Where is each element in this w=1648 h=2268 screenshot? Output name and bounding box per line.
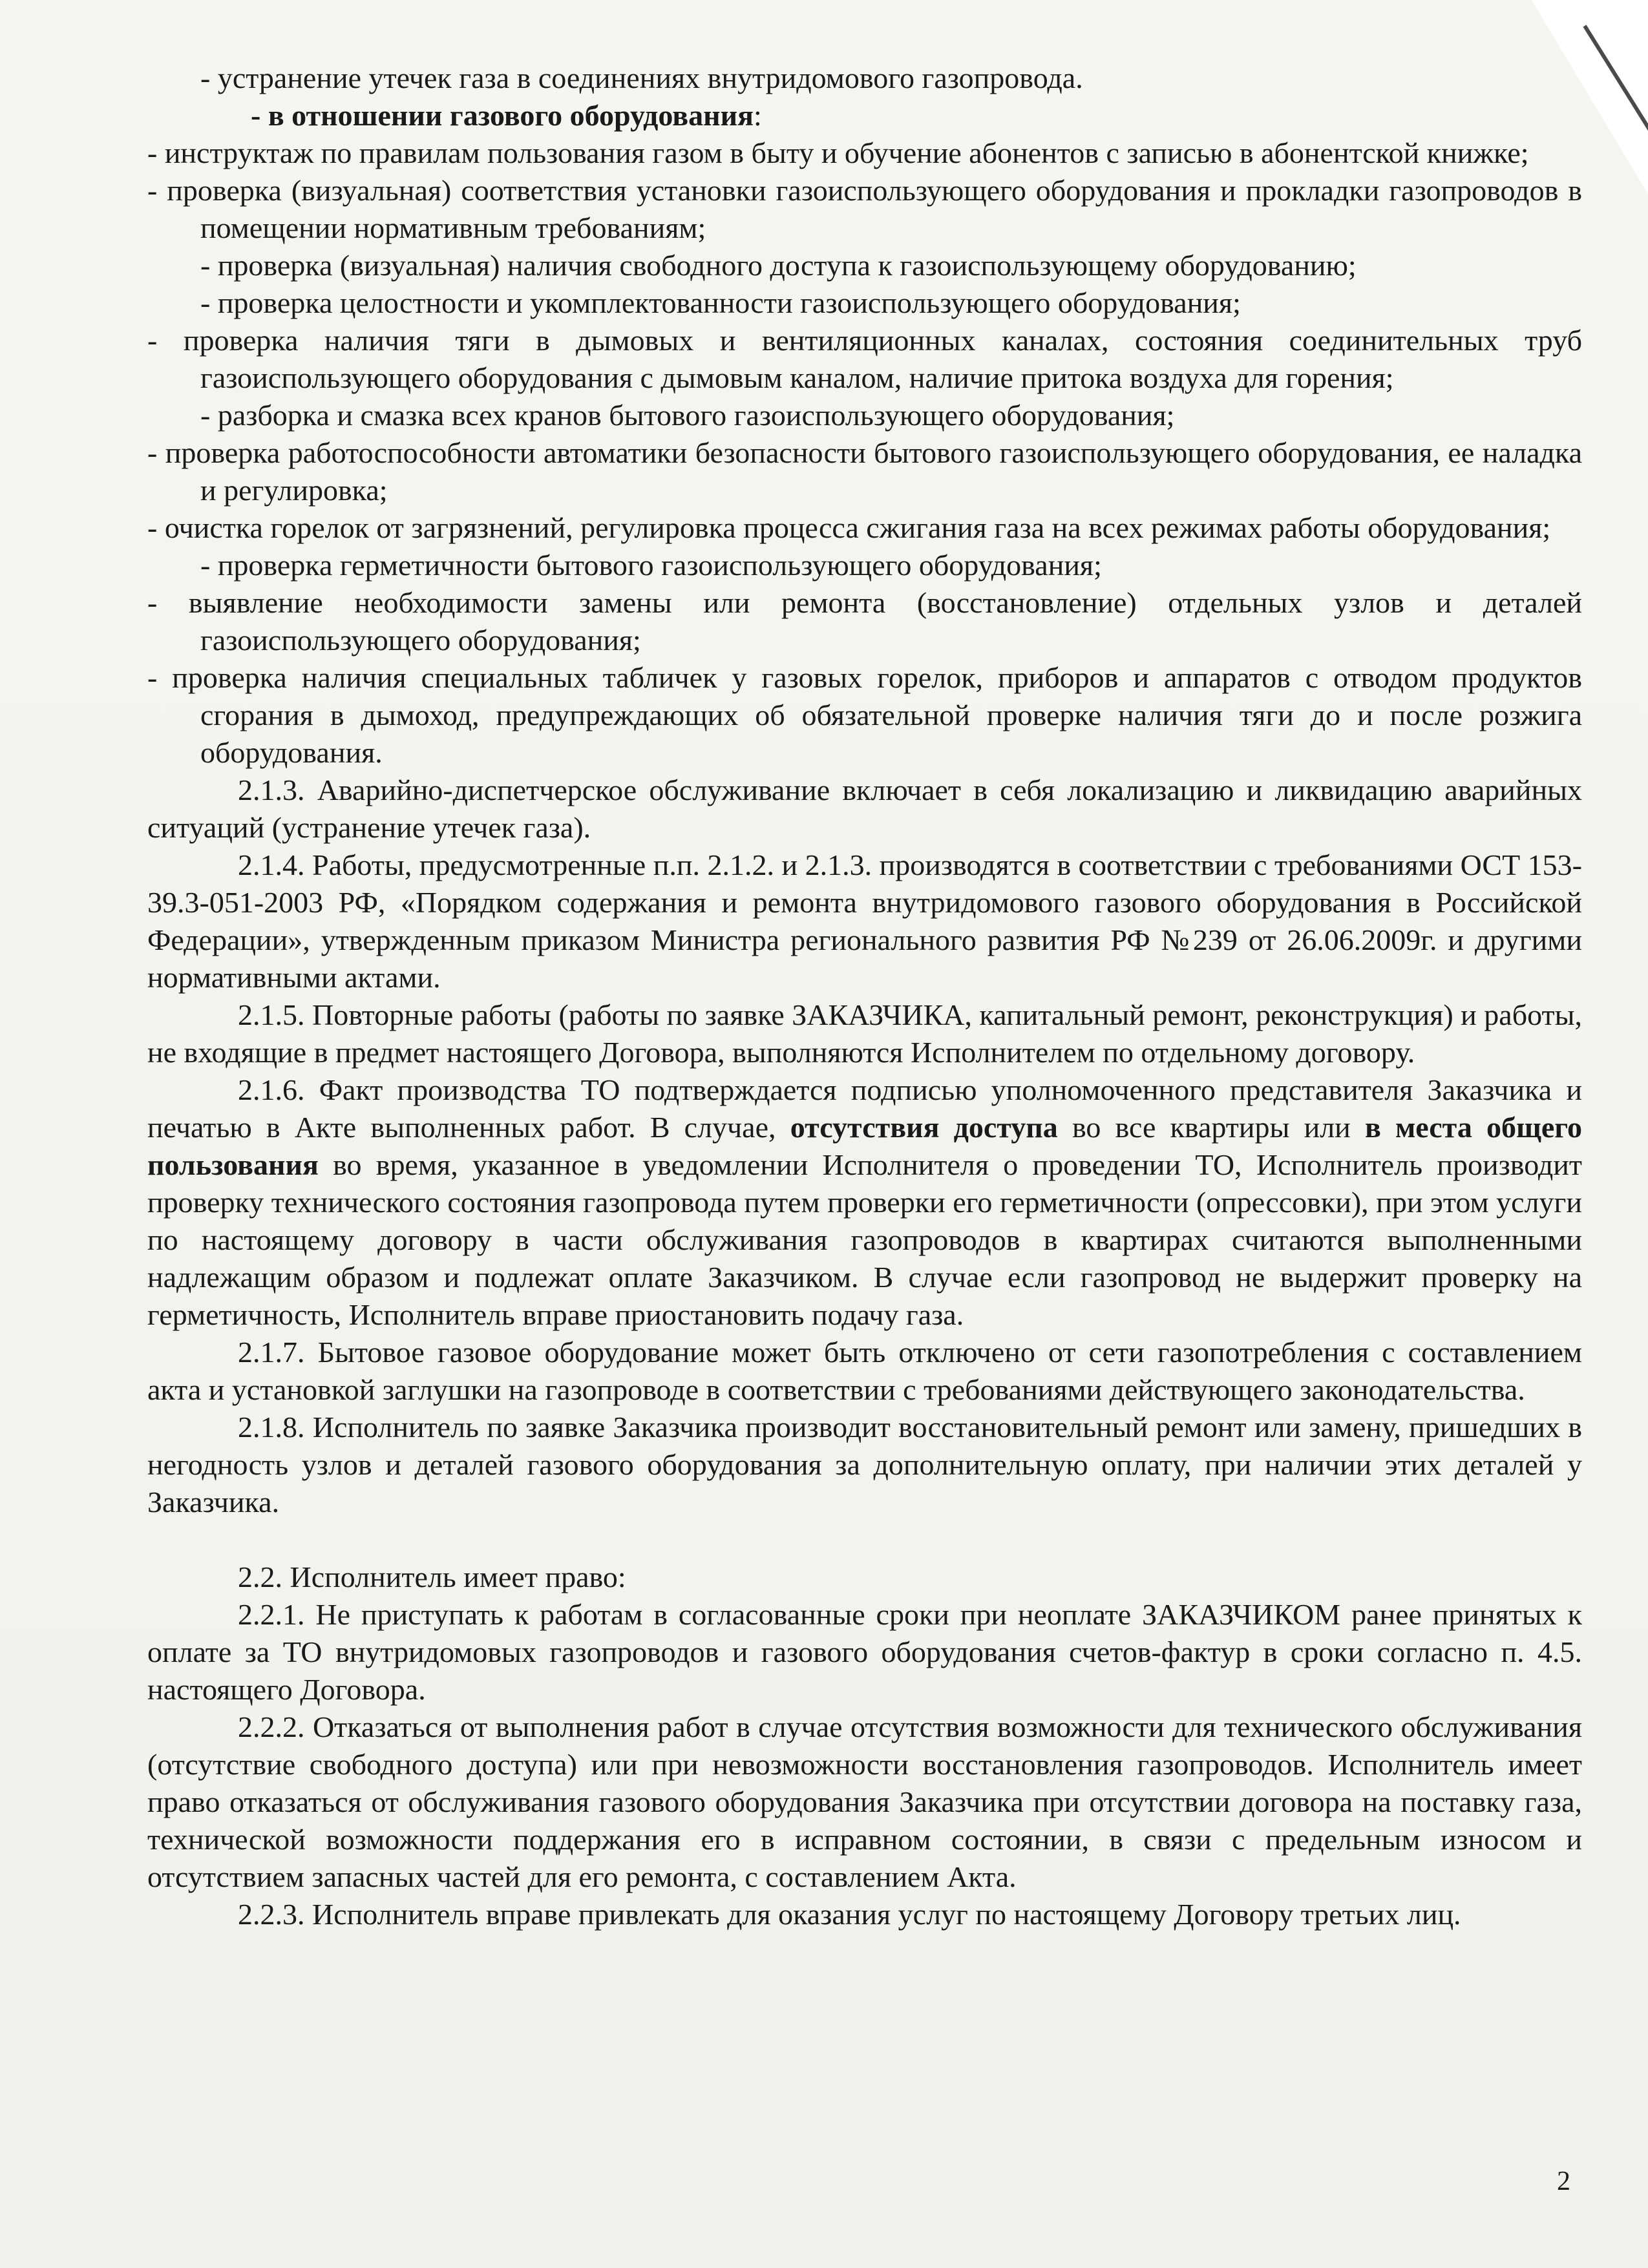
list-item: - проверка (визуальная) наличия свободного доступа к газоиспользующему оборудованию; — [200, 249, 1357, 282]
section-2-2-heading: 2.2. Исполнитель имеет право: — [238, 1560, 626, 1593]
page-number: 2 — [1557, 2167, 1570, 2196]
list-item: - проверка герметичности бытового газоиспользующего оборудования; — [200, 549, 1102, 582]
clause-2-1-5: 2.1.5. Повторные работы (работы по заявке ЗАКАЗЧИКА, капитальный ремонт, реконструкция) и работы, не входящие в предмет настоящего Договора, выполняются Исполнителем по отдельному договору. — [147, 998, 1582, 1069]
clause-text: во все квартиры или — [1057, 1111, 1365, 1144]
clause-2-2-2: 2.2.2. Отказаться от выполнения работ в случае отсутствия возможности для технического обслуживания (отсутствие свободного доступа) или при невозможности восстановления газопроводов. Исполнитель имеет право отказаться от обслуживания газового оборудования Заказчика при отсутствии договора на поставку газа, технической возможности поддержания его в исправном состоянии, в связи с предельным износом и отсутствием запасных частей для его ремонта, с составлением Акта. — [147, 1710, 1582, 1893]
clause-2-1-8: 2.1.8. Исполнитель по заявке Заказчика производит восстановительный ремонт или замену, пришедших в негодность узлов и деталей газового оборудования за дополнительную оплату, при наличии этих деталей у Заказчика. — [147, 1411, 1582, 1518]
clause-2-2-1: 2.2.1. Не приступать к работам в согласованные сроки при неоплате ЗАКАЗЧИКОМ ранее принятых к оплате за ТО внутридомовых газопроводов и газового оборудования счетов-фактур в сроки согласно п. 4.5. настоящего Договора. — [147, 1598, 1582, 1706]
list-item: - очистка горелок от загрязнений, регулировка процесса сжигания газа на всех режимах работы оборудования; — [147, 511, 1551, 544]
list-item: - проверка (визуальная) соответствия установки газоиспользующего оборудования и прокладки газопроводов в помещении нормативным требованиям; — [147, 174, 1582, 244]
spacer — [147, 1521, 1582, 1559]
clause-2-1-7: 2.1.7. Бытовое газовое оборудование может быть отключено от сети газопотребления с составлением акта и установкой заглушки на газопроводе в соответствии с требованиями действующего законодательства. — [147, 1336, 1582, 1406]
clause-text: во время, указанное в уведомлении Исполнителя о проведении ТО, Исполнитель производит проверку технического состояния газопровода путем проверки его герметичности (опрессовки), при этом услуги по настоящему договору в части обслуживания газопроводов в квартирах считаются выполненными надлежащим образом и подлежат оплате Заказчиком. В случае если газопровод не выдержит проверку на герметичность, Исполнитель вправе приостановить подачу газа. — [147, 1148, 1582, 1331]
list-item: - устранение утечек газа в соединениях внутридомового газопровода. — [200, 61, 1083, 94]
emphasis-text: отсутствия доступа — [790, 1111, 1058, 1144]
section-subheading — [147, 97, 1582, 134]
subheading-colon: : — [753, 99, 762, 132]
document-body — [147, 59, 1582, 1933]
list-item: - проверка наличия специальных табличек у газовых горелок, приборов и аппаратов с отводом продуктов сгорания в дымоход, предупреждающих об обязательной проверке наличия тяги до и после розжига оборудования. — [147, 661, 1582, 769]
clause-2-1-4: 2.1.4. Работы, предусмотренные п.п. 2.1.2. и 2.1.3. производятся в соответствии с требованиями ОСТ 153-39.3-051-2003 РФ, «Порядком содержания и ремонта внутридомового газового оборудования в Российской Федерации», утвержденным приказом Министра регионального развития РФ №239 от 26.06.2009г. и другими нормативными актами. — [147, 848, 1582, 994]
list-item: - инструктаж по правилам пользования газом в быту и обучение абонентов с записью в абонентской книжке; — [147, 136, 1529, 169]
clause-2-1-3: 2.1.3. Аварийно-диспетчерское обслуживание включает в себя локализацию и ликвидацию аварийных ситуаций (устранение утечек газа). — [147, 773, 1582, 844]
list-item: - разборка и смазка всех кранов бытового газоиспользующего оборудования; — [200, 399, 1175, 432]
clause-2-1-6 — [147, 1071, 1582, 1334]
list-item: - проверка наличия тяги в дымовых и вентиляционных каналах, состояния соединительных труб газоиспользующего оборудования с дымовым каналом, наличие притока воздуха для горения; — [147, 324, 1582, 394]
clause-2-2-3: 2.2.3. Исполнитель вправе привлекать для оказания услуг по настоящему Договору третьих лиц. — [238, 1898, 1461, 1931]
emphasis-text: в места общего пользования — [147, 1111, 1582, 1181]
list-item: - проверка работоспособности автоматики безопасности бытового газоиспользующего оборудования, ее наладка и регулировка; — [147, 436, 1582, 507]
subheading-text: - в отношении газового оборудования — [251, 99, 754, 132]
list-item: - проверка целостности и укомплектованности газоиспользующего оборудования; — [200, 286, 1241, 319]
clause-text: 2.1.6. Факт производства ТО подтверждается подписью уполномоченного представителя Заказчика и печатью в Акте выполненных работ. В случае, — [147, 1073, 1582, 1144]
list-item: - выявление необходимости замены или ремонта (восстановление) отдельных узлов и деталей газоиспользующего оборудования; — [147, 586, 1582, 656]
